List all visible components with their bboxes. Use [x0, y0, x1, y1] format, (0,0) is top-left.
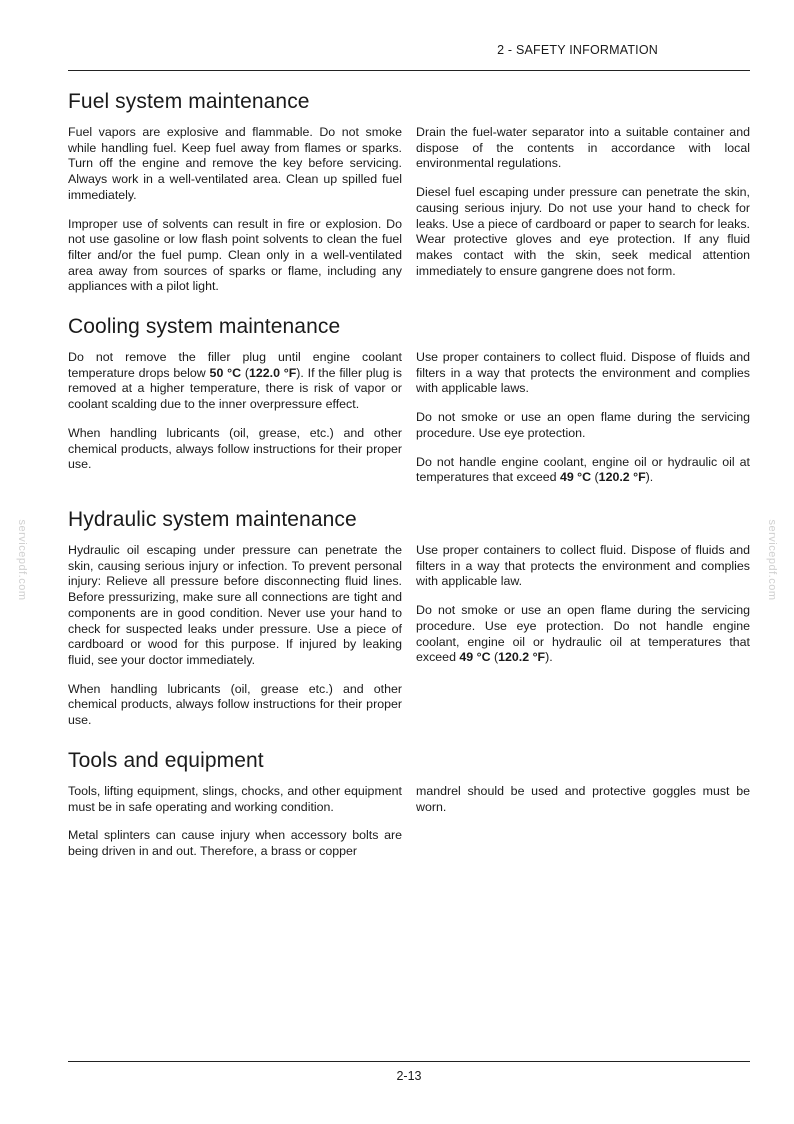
paragraph: Fuel vapors are explosive and flammable. Do not smoke while handling fuel. Keep fuel away from flames or sparks. Turn off the engine and remove the key before servicing. Always work in a well-ventilated area. Clean up spilled fuel immediately.: [68, 125, 402, 202]
column-left: [68, 784, 402, 860]
page-number: 2-13: [396, 1069, 422, 1083]
column-left: [68, 543, 402, 729]
column-left: [68, 125, 402, 295]
section-title: Cooling system maintenance: [68, 315, 341, 338]
column-right: [416, 543, 750, 729]
running-header: 2 - SAFETY INFORMATION: [497, 43, 658, 57]
paragraph: mandrel should be used and protective goggles must be worn.: [416, 784, 750, 814]
paragraph: Hydraulic oil escaping under pressure can penetrate the skin, causing serious injury or infection. To prevent personal injury: Relieve all pressure before disconnecting fluid lines. Before pressurizing, make sure all connections are tight and components are in good condition. Never use your hand to check for suspected leaks under pressure. Use a piece of cardboard or wood for this purpose. If injured by leaking fluid, see your doctor immediately.: [68, 543, 402, 667]
paragraph: Metal splinters can cause injury when accessory bolts are being driven in and out. Therefore, a brass or copper: [68, 828, 402, 859]
paragraph: Use proper containers to collect fluid. Dispose of fluids and filters in a way that protects the environment and complies with applicable law.: [416, 543, 750, 589]
paragraph: When handling lubricants (oil, grease etc.) and other chemical products, always follow instructions for their proper use.: [68, 681, 402, 728]
temperature-celsius: 49 °C: [459, 650, 491, 665]
paragraph: Do not smoke or use an open flame during the servicing procedure. Use eye protection. Do not handle engine coolant, engine oil or hydraulic oil at temperatures that exceed 49 °C (120.2 °F).: [416, 603, 750, 665]
column-left: [68, 350, 402, 486]
paragraph: Tools, lifting equipment, slings, chocks, and other equipment must be in safe operating and working condition.: [68, 784, 402, 814]
section-fuel-system: [68, 89, 750, 295]
paragraph: Improper use of solvents can result in fire or explosion. Do not use gasoline or low flash point solvents to clean the fuel filter and/or the fuel pump. Clean only in a well-ventilated area away from sources of sparks or flame, including any appliances with a pilot light.: [68, 216, 402, 294]
header-rule: [68, 70, 750, 71]
section-hydraulic-system: [68, 507, 750, 729]
column-right: [416, 350, 750, 486]
paragraph: Do not handle engine coolant, engine oil or hydraulic oil at temperatures that exceed 49 °C (120.2 °F).: [416, 454, 750, 485]
section-tools-equipment: [68, 748, 750, 860]
temperature-fahrenheit: 120.2 °F: [498, 650, 546, 665]
column-right: [416, 125, 750, 295]
footer-rule: [68, 1061, 750, 1062]
section-title: Fuel system maintenance: [68, 90, 310, 113]
temperature-celsius: 49 °C: [559, 470, 592, 485]
watermark-left: servicepdf.com: [16, 519, 28, 601]
paragraph: Diesel fuel escaping under pressure can penetrate the skin, causing serious injury. Do not use your hand to check for leaks. Use a piece of cardboard or paper to search for leaks. Wear protective gloves and eye protection. If any fluid makes contact with the skin, seek medical attention immediately to ensure gangrene does not form.: [416, 185, 750, 278]
column-right: [416, 784, 750, 860]
paragraph: When handling lubricants (oil, grease, etc.) and other chemical products, always follow instructions for their proper use.: [68, 425, 402, 472]
section-cooling-system: [68, 314, 750, 486]
paragraph: Use proper containers to collect fluid. Dispose of fluids and filters in a way that protects the environment and complies with applicable laws.: [416, 350, 750, 396]
paragraph: Drain the fuel-water separator into a suitable container and dispose of the contents in accordance with local environmental regulations.: [416, 125, 750, 171]
section-title: Hydraulic system maintenance: [68, 508, 357, 531]
watermark-right: servicepdf.com: [766, 519, 778, 601]
paragraph: Do not remove the filler plug until engine coolant temperature drops below 50 °C (122.0 °F). If the filler plug is removed at a higher temperature, there is risk of vapor or coolant scalding due to the inner overpressure effect.: [68, 350, 402, 412]
temperature-celsius: 50 °C: [209, 365, 242, 380]
temperature-fahrenheit: 120.2 °F: [598, 470, 646, 485]
temperature-fahrenheit: 122.0 °F: [248, 365, 297, 380]
paragraph: Do not smoke or use an open flame during the servicing procedure. Use eye protection.: [416, 410, 750, 440]
section-title: Tools and equipment: [68, 749, 264, 772]
